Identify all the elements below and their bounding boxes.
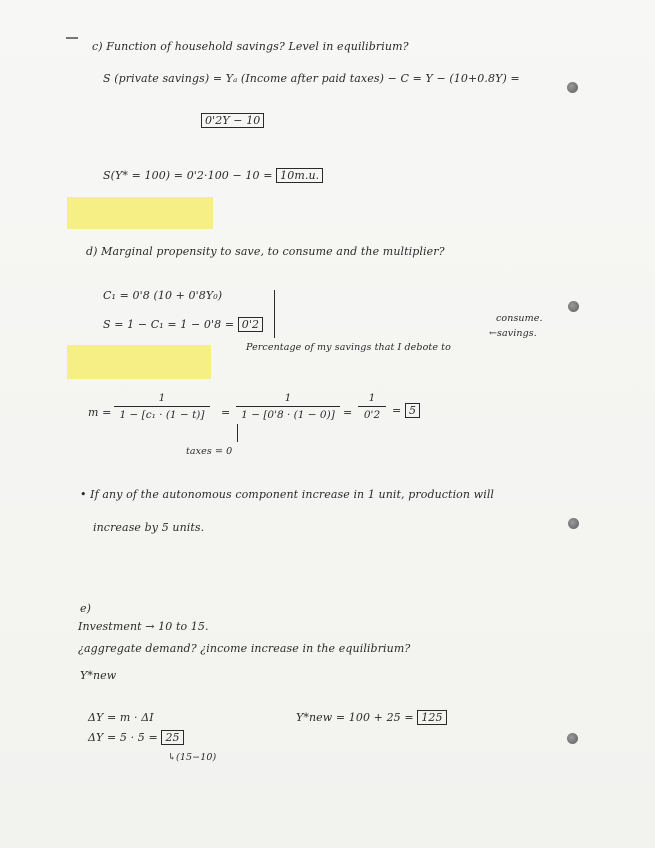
mps-line bbox=[103, 318, 263, 331]
taxes-arrow-line bbox=[237, 424, 238, 442]
section-d-heading: d) Marginal propensity to save, to consume and the multiplier? bbox=[86, 245, 445, 258]
delta-y-calc-text: ΔY = 5 · 5 = bbox=[88, 731, 158, 744]
y-new-label: Y*new bbox=[80, 669, 117, 682]
equals-sign-3: = bbox=[392, 404, 402, 417]
fraction-3-denominator: 0'2 bbox=[363, 409, 381, 421]
mps-result: 0'2 bbox=[238, 317, 263, 332]
delta-y-formula: ΔY = m · ΔI bbox=[88, 711, 154, 724]
delta-y-result: 25 bbox=[161, 730, 183, 745]
bullet-line-1: • If any of the autonomous component increase in 1 unit, production will bbox=[80, 488, 495, 501]
binder-hole-1 bbox=[567, 82, 578, 93]
equals-sign-1: = bbox=[221, 406, 231, 419]
y-new-calc bbox=[296, 711, 447, 724]
multiplier-fraction-3 bbox=[358, 392, 386, 421]
highlight-2 bbox=[67, 345, 211, 379]
investment-change: Investment → 10 to 15. bbox=[78, 620, 209, 633]
savings-definition: S (private savings) = Yₐ (Income after paid taxes) − C = Y − (10+0.8Y) = bbox=[103, 72, 520, 85]
fraction-2-numerator: 1 bbox=[284, 392, 292, 404]
fraction-1-denominator: 1 − [c₁ · (1 − t)] bbox=[119, 409, 205, 421]
binder-hole-4 bbox=[567, 733, 578, 744]
binder-hole-2 bbox=[568, 301, 579, 312]
savings-equilibrium-calc: S(Y* = 100) = 0'2·100 − 10 = bbox=[103, 169, 273, 182]
savings-function-box bbox=[201, 114, 264, 127]
multiplier-label: m = bbox=[88, 406, 112, 419]
bracket-line bbox=[274, 290, 275, 338]
multiplier-result-line bbox=[392, 404, 420, 417]
multiplier-fraction-1 bbox=[114, 392, 210, 421]
highlight-1 bbox=[67, 197, 213, 229]
fraction-1-numerator: 1 bbox=[158, 392, 166, 404]
note-savings: ←savings. bbox=[489, 328, 537, 339]
section-e-heading: e) bbox=[80, 602, 92, 615]
y-new-calc-text: Y*new = 100 + 25 = bbox=[296, 711, 414, 724]
delta-i-note: ↳(15−10) bbox=[168, 752, 217, 763]
multiplier-fraction-2 bbox=[236, 392, 340, 421]
mps-calc: S = 1 − C₁ = 1 − 0'8 = bbox=[103, 318, 235, 331]
delta-y-calc bbox=[88, 731, 184, 744]
bullet-line-2: increase by 5 units. bbox=[93, 521, 205, 534]
question-line: ¿aggregate demand? ¿income increase in the equilibrium? bbox=[78, 642, 411, 655]
corner-mark bbox=[66, 37, 78, 39]
savings-equilibrium-result: 10m.u. bbox=[276, 168, 323, 183]
taxes-note: taxes = 0 bbox=[186, 446, 233, 457]
multiplier-result: 5 bbox=[405, 403, 420, 418]
section-c-heading: c) Function of household savings? Level in equilibrium? bbox=[92, 40, 409, 53]
fraction-2-denominator: 1 − [0'8 · (1 − 0)] bbox=[241, 409, 335, 421]
mpc-line: C₁ = 0'8 (10 + 0'8Y₀) bbox=[103, 289, 223, 302]
binder-hole-3 bbox=[568, 518, 579, 529]
savings-function: 0'2Y − 10 bbox=[201, 113, 264, 128]
equals-sign-2: = bbox=[343, 406, 353, 419]
fraction-3-numerator: 1 bbox=[368, 392, 376, 404]
savings-equilibrium bbox=[103, 169, 323, 182]
note-savings-percentage: Percentage of my savings that I debote to bbox=[246, 342, 451, 353]
note-consume: consume. bbox=[496, 313, 543, 324]
y-new-result: 125 bbox=[417, 710, 446, 725]
